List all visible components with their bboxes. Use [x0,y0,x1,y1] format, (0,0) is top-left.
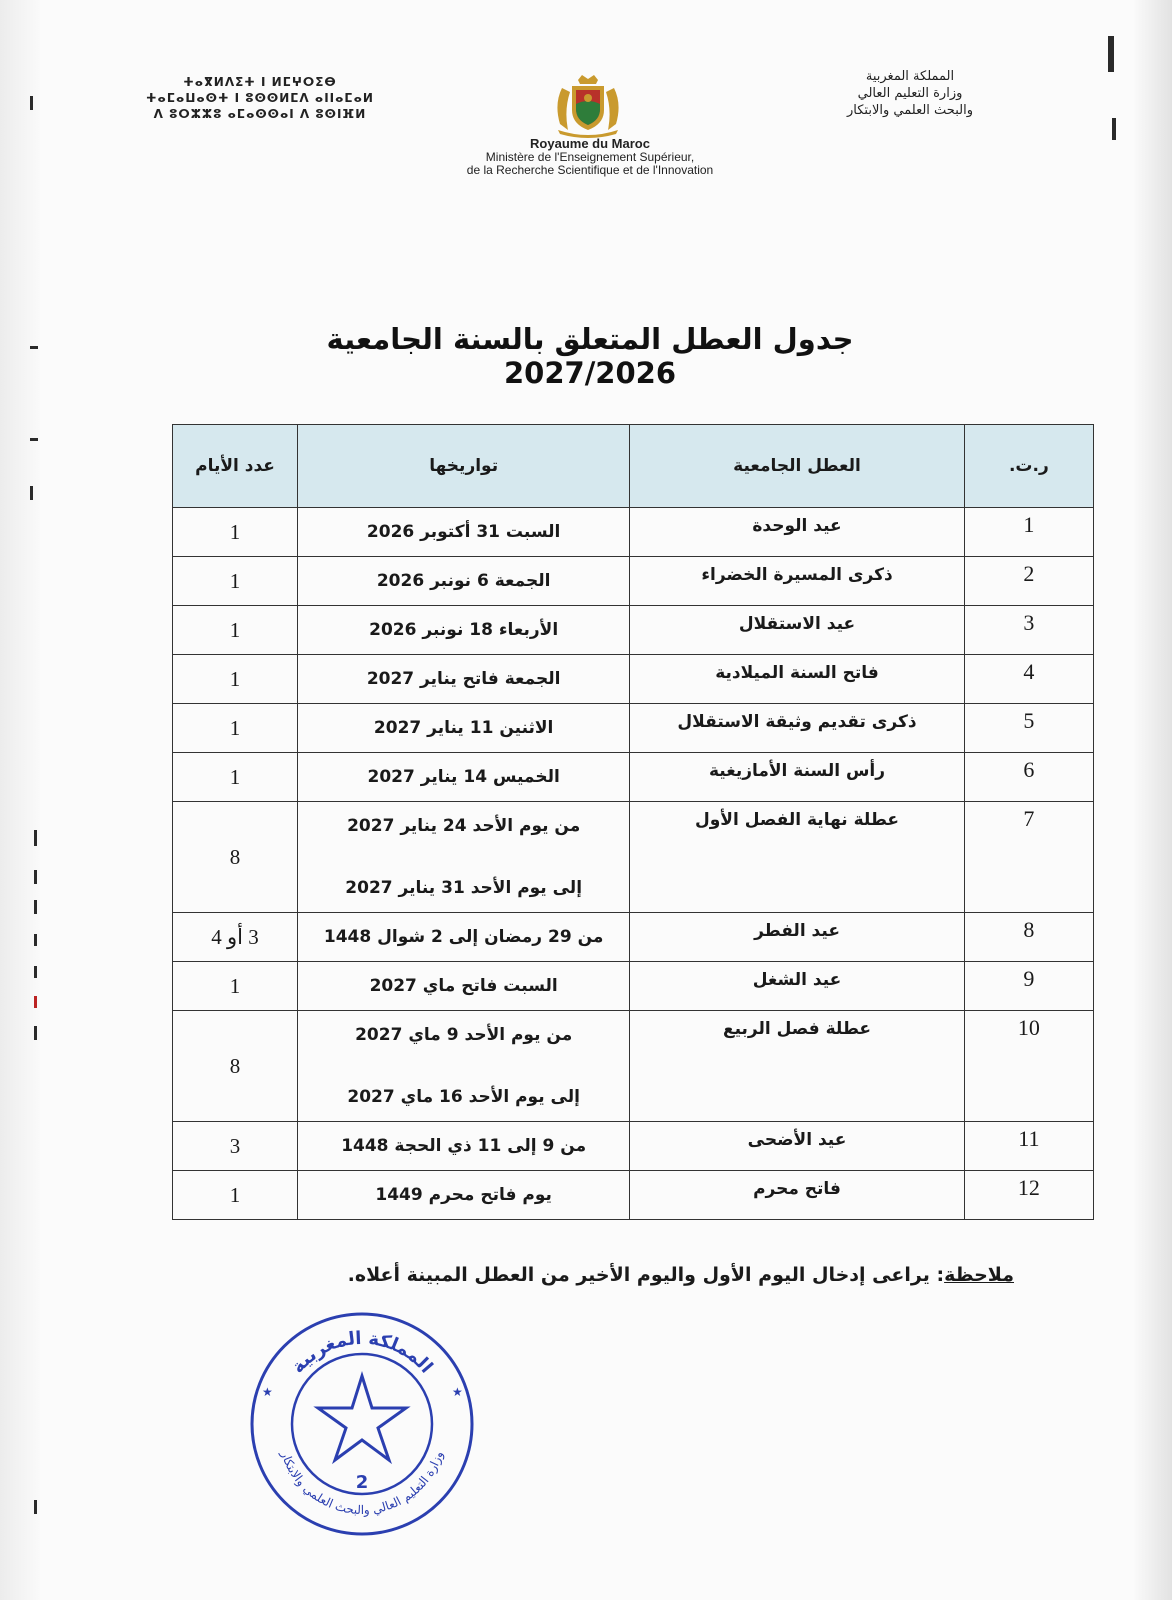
arabic-header [790,68,1030,119]
row-dates [298,913,630,962]
table-row [173,753,1094,802]
svg-text:المملكة المغربية [287,1328,436,1377]
row-days: 1 [173,606,298,655]
row-date-to: إلى يوم الأحد 31 يناير 2027 [345,878,583,898]
header-dates: تواريخها [298,425,630,508]
row-dates [298,508,630,557]
row-num: 6 [964,753,1093,802]
row-dates [298,753,630,802]
row-holiday-name: رأس السنة الأمازيغية [630,753,964,802]
french-header-line-1: Royaume du Maroc [530,136,650,151]
french-header-line-3: de la Recherche Scientifique et de l'Innovation [466,163,714,177]
row-days: 1 [173,508,298,557]
header-num: ر.ت. [964,425,1093,508]
row-days: 3 [173,1122,298,1171]
row-dates [298,704,630,753]
row-num: 7 [964,802,1093,913]
arabic-header-line-2: وزارة التعليم العالي [857,86,963,101]
row-holiday-name: فاتح محرم [630,1171,964,1220]
row-num: 12 [964,1171,1093,1220]
row-holiday-name: عيد الفطر [630,913,964,962]
tifinagh-line-3: ⴷ ⵓⵔⵣⵣⵓ ⴰⵎⴰⵙⵙⴰⵏ ⴷ ⵓⵙⵏⴼⵍ [153,107,367,121]
row-days: 1 [173,655,298,704]
row-dates [298,655,630,704]
coat-of-arms-icon [548,74,628,138]
row-date-from: السبت فاتح ماي 2027 [369,976,558,996]
document-title: جدول العطل المتعلق بالسنة الجامعية 2027/2026 [326,322,854,390]
arabic-header-line-1: المملكة المغربية [865,69,955,84]
note-label: ملاحظة [944,1264,1014,1286]
row-num: 5 [964,704,1093,753]
stamp-star-left-icon: ★ [262,1385,273,1399]
row-date-from: من يوم الأحد 9 ماي 2027 [355,1025,573,1045]
stamp-text-top: المملكة المغربية [287,1327,437,1378]
row-days: 1 [173,753,298,802]
holidays-table [172,424,1094,1220]
row-num: 4 [964,655,1093,704]
row-num: 2 [964,557,1093,606]
row-date-from: الجمعة فاتح يناير 2027 [366,669,561,689]
row-dates [298,1171,630,1220]
stamp-number: 2 [355,1472,369,1493]
note [240,1264,1014,1286]
table-row [173,962,1094,1011]
row-date-from: الأربعاء 18 نونبر 2026 [369,620,559,640]
page-edge-right [1134,0,1172,1600]
tifinagh-header [120,74,400,122]
table-row [173,1171,1094,1220]
official-stamp-icon [248,1310,476,1538]
row-holiday-name: عيد الأضحى [630,1122,964,1171]
row-dates [298,962,630,1011]
french-header-line-2: Ministère de l'Enseignement Supérieur, [485,150,695,164]
row-date-from: السبت 31 أكتوبر 2026 [366,522,561,542]
row-dates [298,606,630,655]
row-date-from: من 9 إلى 11 ذي الحجة 1448 [341,1136,587,1156]
row-days: 1 [173,1171,298,1220]
table-row [173,606,1094,655]
table-row [173,802,1094,913]
tifinagh-line-2: ⵜⴰⵎⴰⵡⴰⵙⵜ ⵏ ⵓⵙⵙⵍⵎⴷ ⴰⵏⵏⴰⵎⴰⵍ [146,91,374,105]
row-dates [298,802,630,913]
row-num: 1 [964,508,1093,557]
row-date-from: يوم فاتح محرم 1449 [375,1185,552,1205]
header-holiday-name: العطل الجامعية [630,425,964,508]
row-days: 8 [173,802,298,913]
row-dates [298,1122,630,1171]
table-row [173,508,1094,557]
row-holiday-name: ذكرى المسيرة الخضراء [630,557,964,606]
row-holiday-name: عطلة نهاية الفصل الأول [630,802,964,913]
row-date-to: إلى يوم الأحد 16 ماي 2027 [347,1087,580,1107]
row-holiday-name: عيد الاستقلال [630,606,964,655]
table-row [173,704,1094,753]
table-row [173,1122,1094,1171]
note-text: : يراعى إدخال اليوم الأول واليوم الأخير من العطل المبينة أعلاه. [347,1264,945,1286]
row-holiday-name: عيد الوحدة [630,508,964,557]
star-icon [318,1376,406,1460]
arabic-header-line-3: والبحث العلمي والابتكار [847,103,973,118]
row-num: 8 [964,913,1093,962]
row-date-from: الخميس 14 يناير 2027 [367,767,560,787]
table-header-row [173,425,1094,508]
stamp-star-right-icon: ★ [452,1385,463,1399]
row-dates [298,1011,630,1122]
row-days: 1 [173,557,298,606]
row-dates [298,557,630,606]
row-num: 10 [964,1011,1093,1122]
row-holiday-name: فاتح السنة الميلادية [630,655,964,704]
french-header [400,137,780,177]
row-date-from: الاثنين 11 يناير 2027 [373,718,554,738]
table-row [173,557,1094,606]
row-holiday-name: عطلة فصل الربيع [630,1011,964,1122]
row-days: 1 [173,962,298,1011]
page-edge-left [0,0,40,1600]
row-holiday-name: عيد الشغل [630,962,964,1011]
row-date-from: من 29 رمضان إلى 2 شوال 1448 [323,927,604,947]
row-days: 8 [173,1011,298,1122]
row-holiday-name: ذكرى تقديم وثيقة الاستقلال [630,704,964,753]
row-num: 9 [964,962,1093,1011]
stamp-text-bottom: وزارة التعليم العالي والبحث العلمي والابتكار [278,1449,446,1518]
table-row [173,1011,1094,1122]
table-row [173,655,1094,704]
header-days: عدد الأيام [173,425,298,508]
tifinagh-line-1: ⵜⴰⴳⵍⴷⵉⵜ ⵏ ⵍⵎⵖⵔⵉⴱ [183,75,337,89]
table-row [173,913,1094,962]
row-num: 3 [964,606,1093,655]
row-date-from: من يوم الأحد 24 يناير 2027 [347,816,581,836]
row-days: 3 أو 4 [173,913,298,962]
row-date-from: الجمعة 6 نونبر 2026 [376,571,551,591]
row-days: 1 [173,704,298,753]
row-num: 11 [964,1122,1093,1171]
